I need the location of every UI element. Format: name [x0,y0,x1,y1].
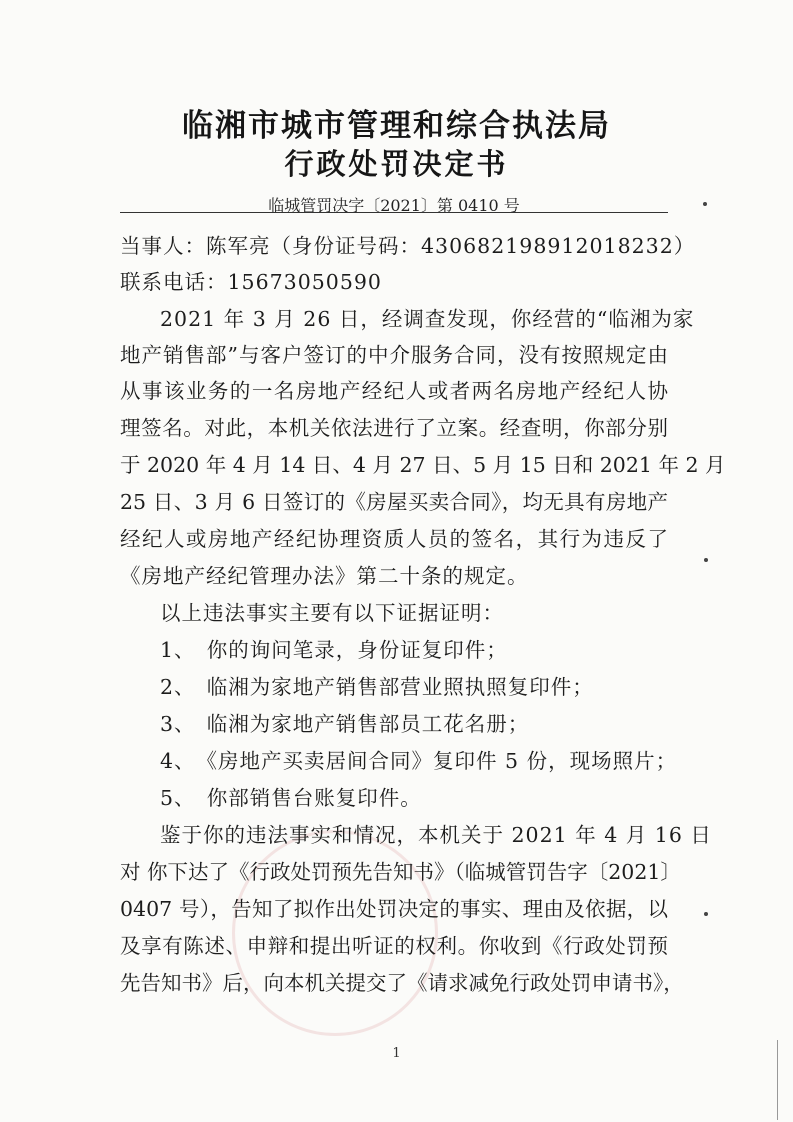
agency-title: 临湘市城市管理和综合执法局 [182,108,611,144]
scan-edge [777,1040,778,1120]
header-rule [120,212,668,213]
page-number: 1 [392,1046,401,1061]
binding-hole-mark [704,912,708,916]
document-title: 行政处罚决定书 [284,147,509,181]
evidence-item: 5、 你部销售台账复印件。 [160,786,422,810]
evidence-item: 1、 你的询问笔录，身份证复印件； [160,638,508,662]
phone-line: 联系电话：15673050590 [120,270,382,294]
party-line: 当事人：陈军亮（身份证号码：430682198912018232） [120,234,696,258]
body-line: 25 日、3 月 6 日签订的《房屋买卖合同》，均无具有房地产 [120,490,668,514]
binding-hole-mark [704,558,708,562]
body-line: 理签名。对此，本机关依法进行了立案。经查明，你部分别 [120,416,668,440]
body-line: 先告知书》后，向本机关提交了《请求减免行政处罚申请书》， [120,971,684,995]
body-line: 于 2020 年 4 月 14 日、4 月 27 日、5 月 15 日和 2021 年 2 月 [120,453,726,477]
evidence-item: 3、 临湘为家地产销售部员工花名册； [160,712,530,736]
body-line: 及享有陈述、申辩和提出听证的权利。你收到《行政处罚预 [120,934,668,958]
body-line: 地产销售部”与客户签订的中介服务合同，没有按照规定由 [120,343,668,367]
body-line: 2021 年 3 月 26 日，经调查发现，你经营的“临湘为家 [160,307,695,331]
body-line: 《房地产经纪管理办法》第二十条的规定。 [120,564,529,588]
body-line: 0407 号），告知了拟作出处罚决定的事实、理由及依据，以 [120,897,668,921]
body-line: 从事该业务的一名房地产经纪人或者两名房地产经纪人协 [120,379,668,403]
body-line: 经纪人或房地产经纪协理资质人员的签名，其行为违反了 [120,527,668,551]
body-line: 对 你下达了《行政处罚预先告知书》（临城管罚告字〔2021〕 [120,860,681,884]
binding-hole-mark [703,202,707,206]
evidence-intro: 以上违法事实主要有以下证据证明： [160,601,504,625]
document-number: 临城管罚决字〔2021〕第 0410 号 [268,196,520,215]
evidence-item: 4、 《房地产买卖居间合同》复印件 5 份，现场照片； [160,749,678,773]
body-line: 鉴于你的违法事实和情况，本机关于 2021 年 4 月 16 日 [160,823,712,847]
evidence-item: 2、 临湘为家地产销售部营业照执照复印件； [160,675,594,699]
